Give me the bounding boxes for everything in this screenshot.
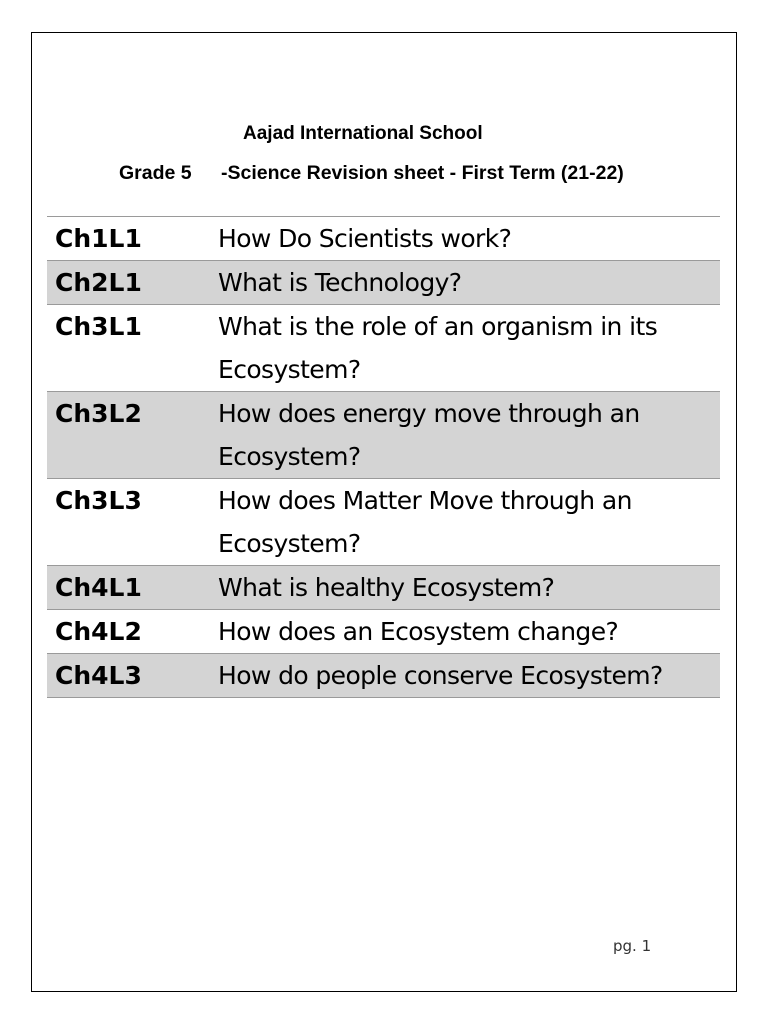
school-name: Aajad International School	[243, 123, 483, 144]
lesson-question: How does an Ecosystem change?	[218, 617, 619, 646]
table-row	[47, 654, 720, 698]
grade-label: Grade 5	[119, 162, 192, 184]
lesson-code: Ch3L1	[55, 312, 142, 341]
lesson-question: How do people conserve Ecosystem?	[218, 661, 663, 690]
lesson-question: How does Matter Move through an Ecosystem?	[218, 486, 632, 558]
sheet-title: -Science Revision sheet - First Term (21-22)	[221, 162, 624, 184]
lesson-code: Ch3L2	[55, 399, 142, 428]
table-row	[47, 305, 720, 392]
lesson-question: What is Technology?	[218, 268, 462, 297]
table-row	[47, 217, 720, 261]
lesson-question: How Do Scientists work?	[218, 224, 512, 253]
lesson-code: Ch4L1	[55, 573, 142, 602]
topics-table	[47, 216, 720, 698]
table-row	[47, 610, 720, 654]
page-number: pg. 1	[613, 937, 652, 955]
lesson-code: Ch1L1	[55, 224, 142, 253]
table-row	[47, 479, 720, 566]
table-row	[47, 392, 720, 479]
table-row	[47, 566, 720, 610]
lesson-code: Ch4L3	[55, 661, 142, 690]
lesson-code: Ch4L2	[55, 617, 142, 646]
lesson-code: Ch3L3	[55, 486, 142, 515]
table-row	[47, 261, 720, 305]
lesson-question: How does energy move through an Ecosystem?	[218, 399, 640, 471]
lesson-question: What is healthy Ecosystem?	[218, 573, 555, 602]
lesson-code: Ch2L1	[55, 268, 142, 297]
lesson-question: What is the role of an organism in its Ecosystem?	[218, 312, 658, 384]
